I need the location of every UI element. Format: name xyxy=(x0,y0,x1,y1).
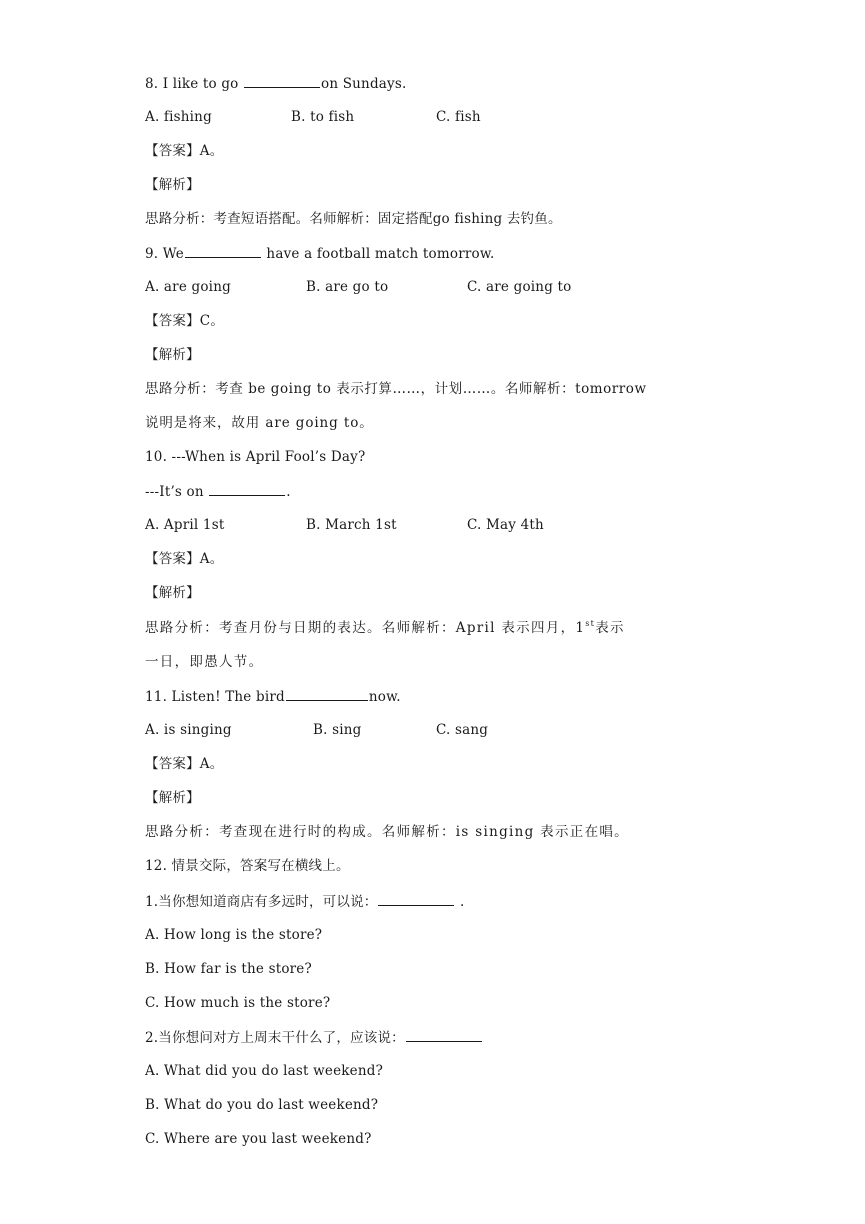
q12-sub1-stem-end: . xyxy=(455,894,465,910)
q12-sub1-option-a: A. How long is the store? xyxy=(145,927,323,943)
q10-analysis-line-1 xyxy=(145,618,625,638)
q8-stem xyxy=(145,73,407,94)
q10-option-b: B. March 1st xyxy=(306,517,397,533)
q9-option-a: A. are going xyxy=(145,279,231,295)
q9-option-c: C. are going to xyxy=(467,279,572,295)
q10-option-c: C. May 4th xyxy=(467,517,544,533)
q10-stem-response xyxy=(145,481,291,502)
q10-analysis-line-2: 一日，即愚人节。 xyxy=(145,654,264,670)
q11-stem-end: now. xyxy=(368,689,401,705)
q10-analysis-text: 思路分析：考查月份与日期的表达。名师解析：April 表示四月，1 xyxy=(145,620,586,636)
q8-option-c: C. fish xyxy=(436,109,481,125)
q9-option-b: B. are go to xyxy=(306,279,389,295)
q11-answer-blank[interactable] xyxy=(286,686,368,701)
q10-analysis-text-end: 表示 xyxy=(595,620,625,636)
q9-jiexi-heading: 【解析】 xyxy=(145,347,200,363)
q8-option-a: A. fishing xyxy=(145,109,212,125)
q8-options xyxy=(145,107,745,127)
q12-sub1-answer-blank[interactable] xyxy=(378,891,454,906)
q12-sub1-option-c: C. How much is the store? xyxy=(145,995,331,1011)
q8-answer-blank[interactable] xyxy=(244,73,320,88)
q10-stem-question: 10. ---When is April Fool’s Day? xyxy=(145,449,366,465)
q11-answer: 【答案】A。 xyxy=(145,756,224,772)
q12-sub1-option-b: B. How far is the store? xyxy=(145,961,312,977)
q12-sub1-stem-start: 1.当你想知道商店有多远时，可以说： xyxy=(145,894,378,910)
q8-option-b: B. to fish xyxy=(291,109,355,125)
q10-options xyxy=(145,515,745,535)
q9-stem-start: 9. We xyxy=(145,246,184,262)
q9-analysis-line-1: 思路分析：考查 be going to 表示打算……，计划……。名师解析：tomorrow xyxy=(145,381,647,397)
q12-sub2-stem-start: 2.当你想问对方上周末干什么了，应该说： xyxy=(145,1030,405,1046)
q12-sub2-option-b: B. What do you do last weekend? xyxy=(145,1097,379,1113)
q8-jiexi-heading: 【解析】 xyxy=(145,177,200,193)
q11-options xyxy=(145,720,745,740)
q12-sub2-option-c: C. Where are you last weekend? xyxy=(145,1131,372,1147)
q12-sub2-stem xyxy=(145,1027,483,1048)
q10-answer: 【答案】A。 xyxy=(145,551,224,567)
q10-answer-blank[interactable] xyxy=(209,481,285,496)
q9-stem-end: have a football match tomorrow. xyxy=(261,246,495,262)
q11-option-c: C. sang xyxy=(436,722,489,738)
q11-option-b: B. sing xyxy=(313,722,362,738)
q9-options xyxy=(145,277,745,297)
q11-stem-start: 11. Listen! The bird xyxy=(145,689,285,705)
q8-stem-end: on Sundays. xyxy=(321,76,407,92)
q9-analysis-line-2: 说明是将来，故用 are going to。 xyxy=(145,415,374,431)
q11-analysis: 思路分析：考查现在进行时的构成。名师解析：is singing 表示正在唱。 xyxy=(145,824,629,840)
q11-stem xyxy=(145,686,401,707)
q8-stem-start: 8. I like to go xyxy=(145,76,243,92)
q8-analysis: 思路分析：考查短语搭配。名师解析：固定搭配go fishing 去钓鱼。 xyxy=(145,211,562,227)
q9-answer-blank[interactable] xyxy=(185,243,261,258)
q9-stem xyxy=(145,243,495,264)
q11-jiexi-heading: 【解析】 xyxy=(145,790,200,806)
q10-option-a: A. April 1st xyxy=(145,517,225,533)
q8-answer: 【答案】A。 xyxy=(145,143,224,159)
q11-option-a: A. is singing xyxy=(145,722,232,738)
q10-jiexi-heading: 【解析】 xyxy=(145,585,200,601)
q12-title: 12. 情景交际，答案写在横线上。 xyxy=(145,858,350,874)
q12-sub1-stem xyxy=(145,891,464,912)
q9-answer: 【答案】C。 xyxy=(145,313,225,329)
q10-stem-end: . xyxy=(286,484,291,500)
q12-sub2-option-a: A. What did you do last weekend? xyxy=(145,1063,384,1079)
q12-sub2-answer-blank[interactable] xyxy=(406,1027,482,1042)
q10-stem-start: ---It’s on xyxy=(145,484,209,500)
q10-analysis-superscript: st xyxy=(585,619,596,628)
